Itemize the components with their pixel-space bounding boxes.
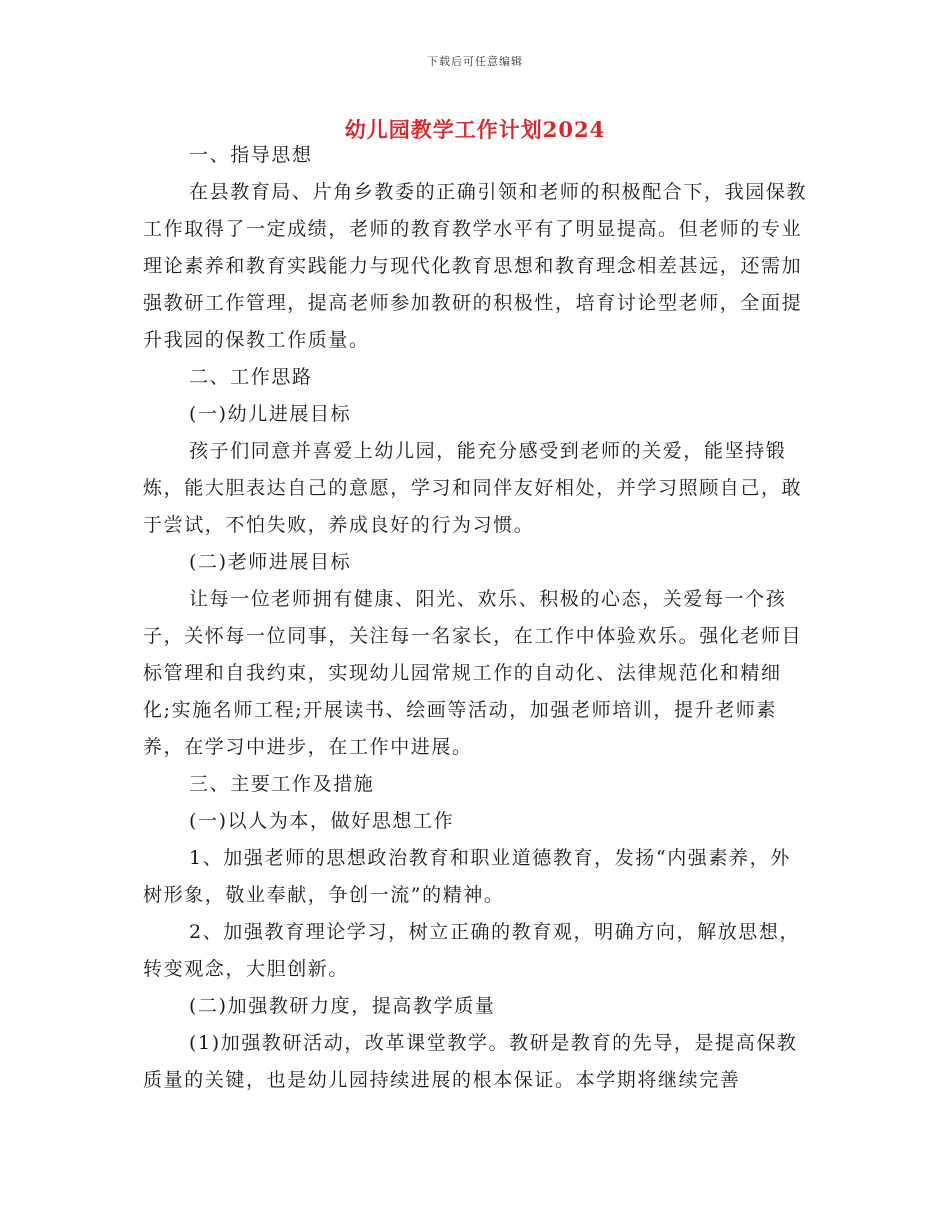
paragraph-item-1: 1、加强老师的思想政治教育和职业道德教育，发扬“内强素养，外树形象，敬业奉献，争创一流”的精神。 [143, 847, 791, 906]
paragraph-guiding-ideology: 在县教育局、片角乡教委的正确引领和老师的积极配合下，我园保教工作取得了一定成绩，老师的教育教学水平有了明显提高。但老师的专业理论素养和教育实践能力与现代化教育思想和教育理念相差甚远，还需加强教研工作管理，提高老师参加教研的积极性，培育讨论型老师，全面提升我园的保教工作质量。 [143, 181, 808, 351]
heading-work-ideas: 二、工作思路 [189, 366, 313, 388]
document-body [143, 137, 810, 1099]
subheading-people-oriented: (一)以人为本，做好思想工作 [189, 810, 455, 832]
heading-main-measures: 三、主要工作及措施 [189, 773, 375, 795]
document-title: 幼儿园教学工作计划2024 [344, 117, 606, 142]
subheading-teaching-research: (二)加强教研力度，提高教学质量 [189, 995, 496, 1017]
header-note: 下载后可任意编辑 [427, 55, 523, 68]
subheading-child-goals: (一)幼儿进展目标 [189, 403, 352, 425]
heading-guiding-ideology: 一、指导思想 [189, 144, 313, 166]
paragraph-teacher-goals: 让每一位老师拥有健康、阳光、欢乐、积极的心态，关爱每一个孩子，关怀每一位同事，关注每一名家长，在工作中体验欢乐。强化老师目标管理和自我约束，实现幼儿园常规工作的自动化、法律规范化和精细化;实施名师工程;开展读书、绘画等活动，加强老师培训，提升老师素养，在学习中进步，在工作中进展。 [143, 588, 803, 758]
paragraph-child-goals: 孩子们同意并喜爱上幼儿园，能充分感受到老师的关爱，能坚持锻炼，能大胆表达自己的意愿，学习和同伴友好相处，并学习照顾自己，敢于尝试，不怕失败，养成良好的行为习惯。 [143, 440, 803, 536]
paragraph-teaching-research: (1)加强教研活动，改革课堂教学。教研是教育的先导，是提高保教质量的关键，也是幼儿园持续进展的根本保证。本学期将继续完善 [143, 1032, 798, 1091]
paragraph-item-2: 2、加强教育理论学习，树立正确的教育观，明确方向，解放思想，转变观念，大胆创新。 [143, 921, 801, 980]
subheading-teacher-goals: (二)老师进展目标 [189, 551, 352, 573]
